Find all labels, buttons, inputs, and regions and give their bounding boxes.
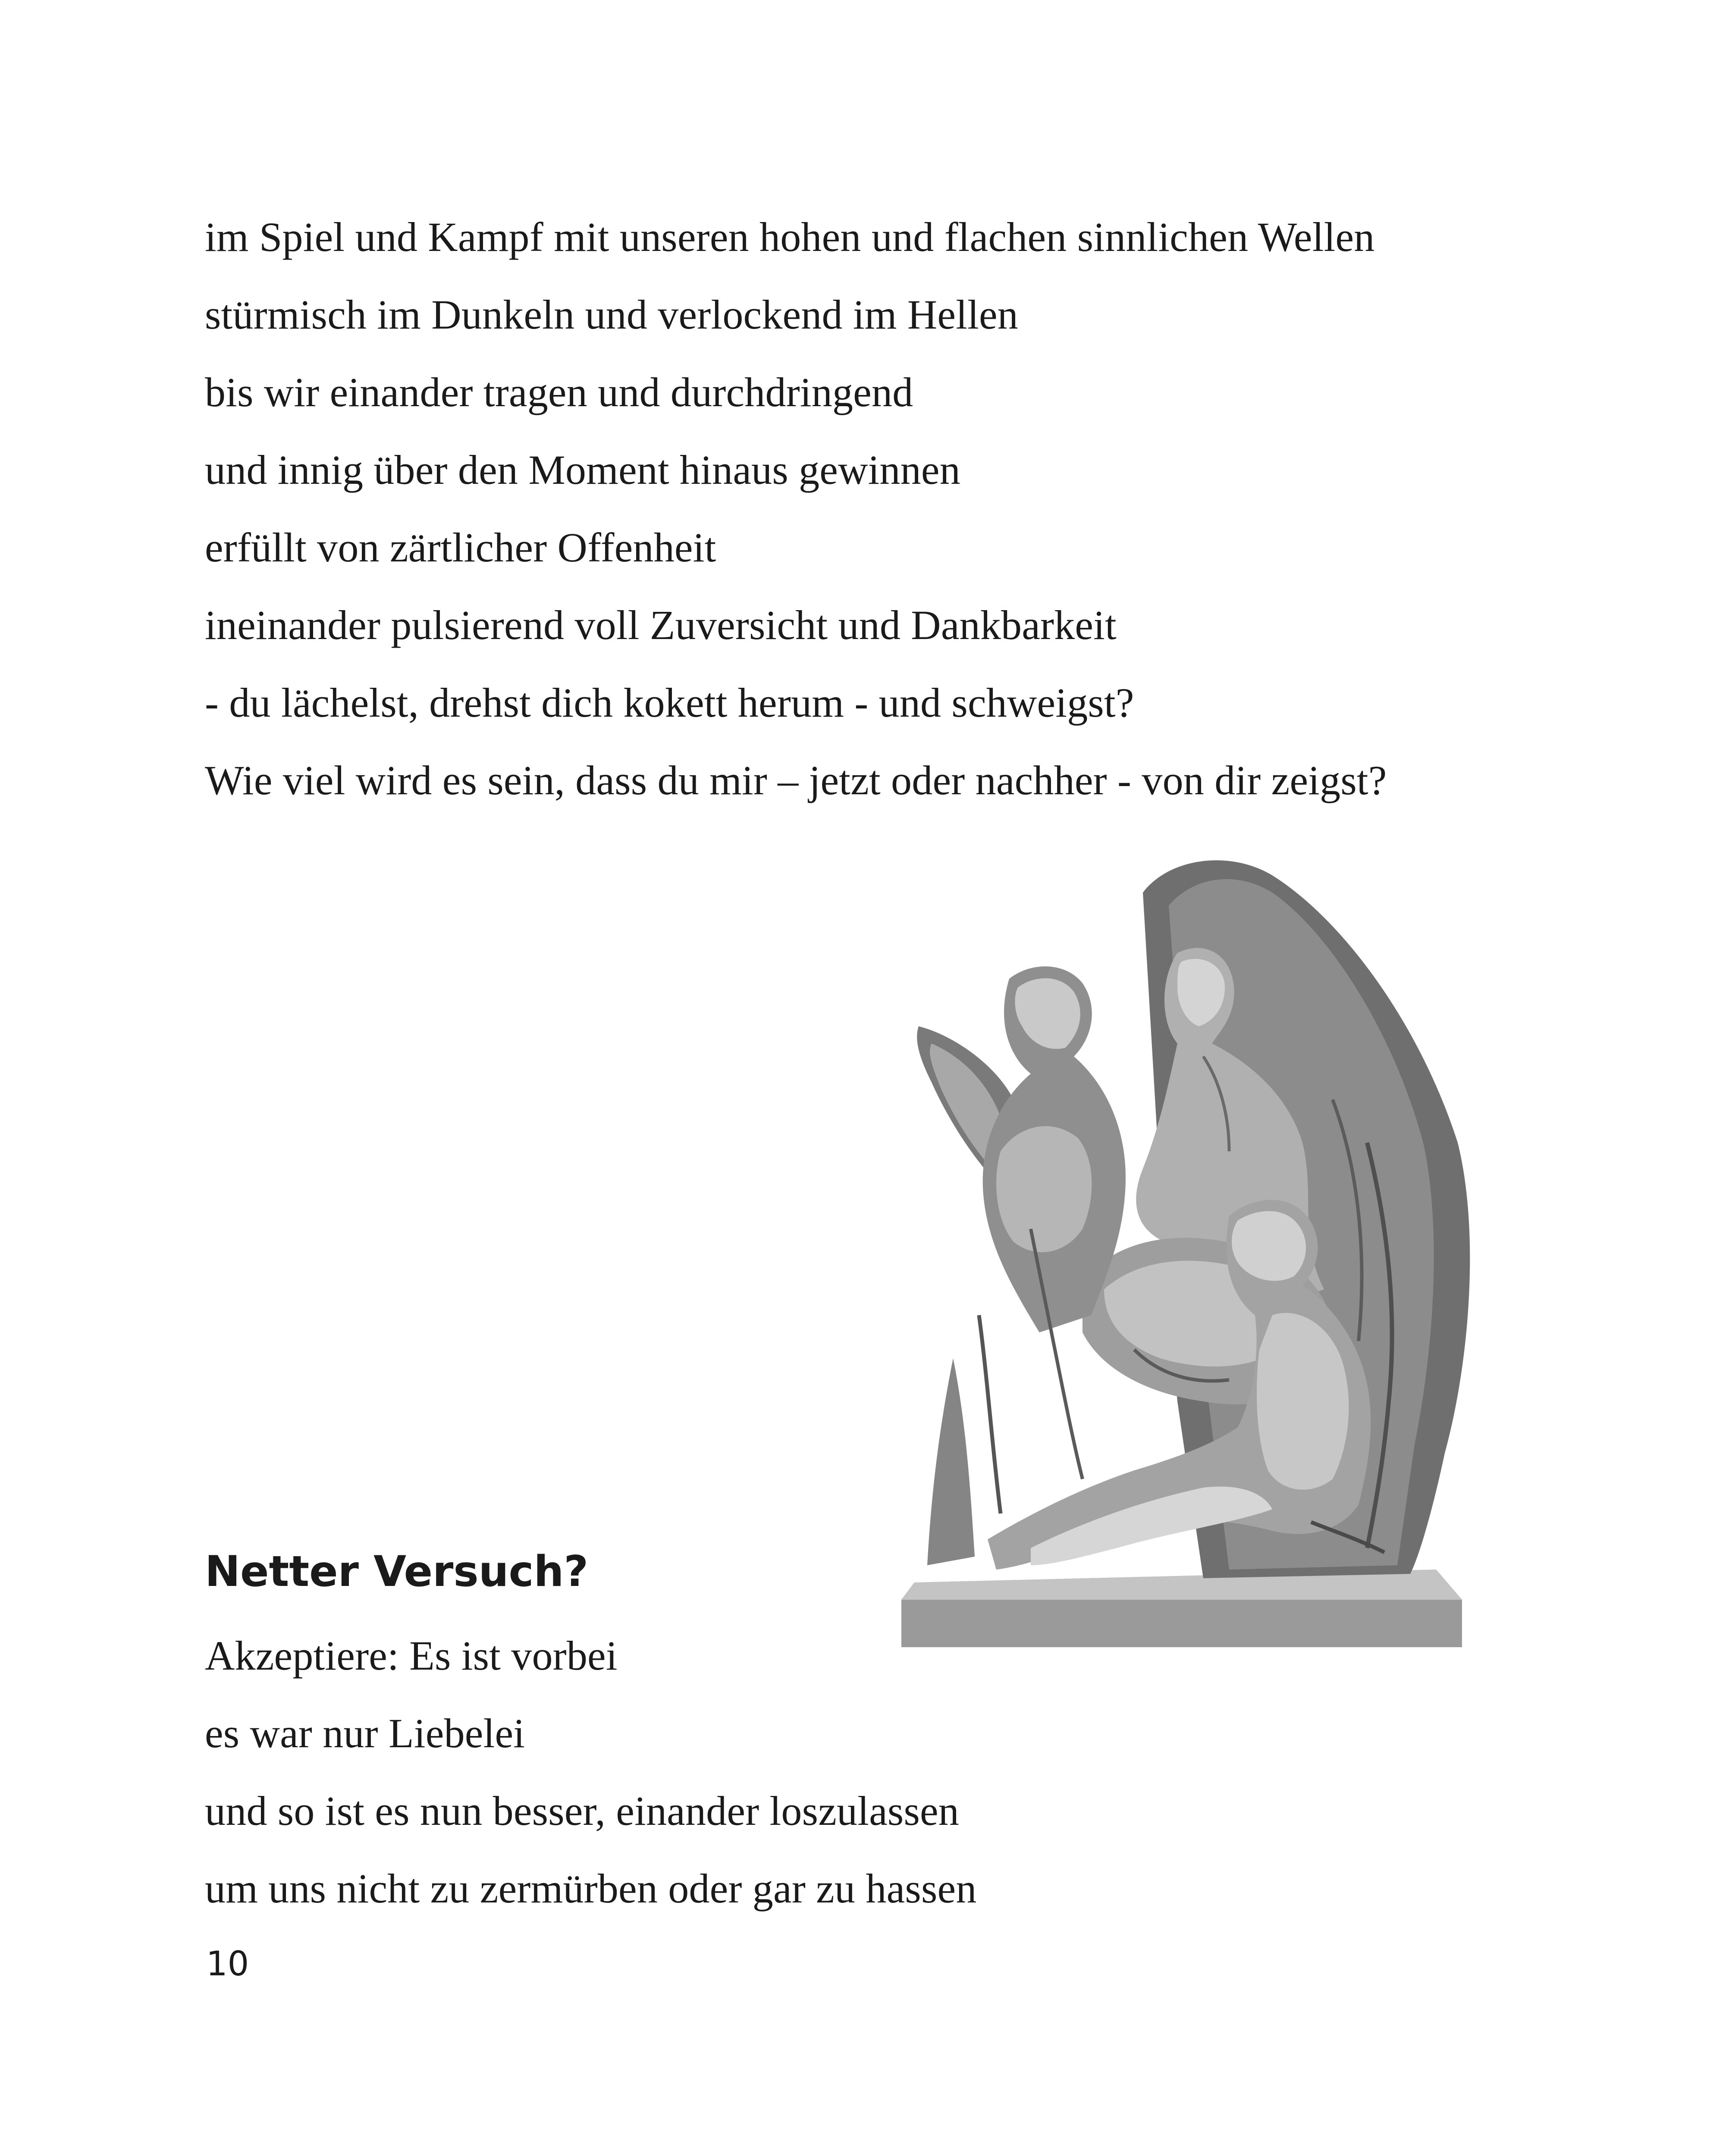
poem-title: Netter Versuch? (205, 1547, 589, 1596)
poem-next (205, 1617, 1326, 1927)
verse-line: es war nur Liebelei (205, 1710, 525, 1756)
verse-line: im Spiel und Kampf mit unseren hohen und flachen sinnlichen Wellen (205, 214, 1375, 260)
verse-line: ineinander pulsierend voll Zuversicht und Dankbarkeit (205, 602, 1117, 648)
verse-line: stürmisch im Dunkeln und verlockend im Hellen (205, 291, 1018, 338)
verse-line: erfüllt von zärtlicher Offenheit (205, 524, 716, 570)
verse-line: und so ist es nun besser, einander loszulassen (205, 1788, 960, 1834)
verse-line: bis wir einander tragen und durchdringend (205, 369, 913, 415)
statue-group-icon (901, 841, 1531, 1647)
page-number: 10 (206, 1945, 249, 1984)
verse-line: und innig über den Moment hinaus gewinnen (205, 447, 960, 493)
verse-line: um uns nicht zu zermürben oder gar zu hassen (205, 1865, 977, 1912)
verse-line: Wie viel wird es sein, dass du mir – jetzt oder nachher - von dir zeigst? (205, 757, 1387, 803)
poem-continued (205, 198, 1585, 819)
verse-line: Akzeptiere: Es ist vorbei (205, 1633, 618, 1679)
statue-illustration (901, 841, 1531, 1647)
verse-line: - du lächelst, drehst dich kokett herum - und schweigst? (205, 680, 1134, 726)
